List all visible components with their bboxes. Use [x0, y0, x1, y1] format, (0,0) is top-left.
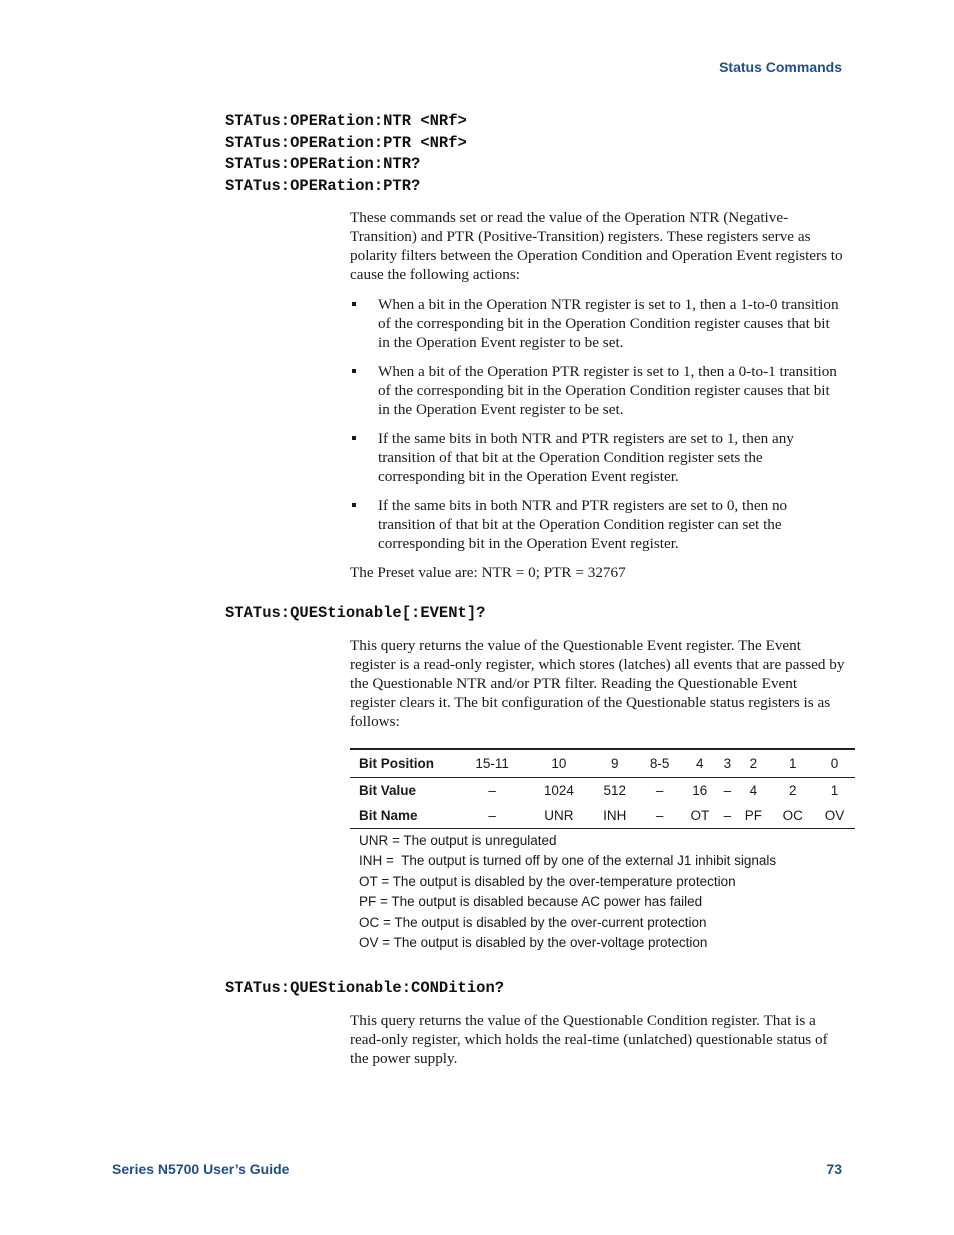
- bullet-square-icon: [352, 436, 356, 440]
- row-label: Bit Position: [350, 749, 457, 778]
- table-cell: –: [488, 783, 496, 798]
- preset-value: The Preset value are: NTR = 0; PTR = 32767: [350, 564, 626, 581]
- table-row: [350, 749, 855, 778]
- intro-paragraph: These commands set or read the value of the Operation NTR (Negative-Transition) and PTR (Positive-Transition) registers. These registers serve as polarity filters between the Operation Condition and Operation Event registers to cause the following actions:: [350, 209, 843, 283]
- table-cell: 512: [603, 783, 627, 798]
- row-label: Bit Name: [350, 803, 457, 829]
- action-list: [350, 295, 845, 553]
- description-paragraph: This query returns the value of the Questionable Event register. The Event register is a read-only register, which stores (latches) all events that are passed by the Questionable NTR and/or PTR filter. Reading the Questionable Event register clears it. The bit configuration of the Questionable status registers is as follows:: [350, 637, 845, 730]
- command-heading: STATus:OPERation:NTR <NRf>: [225, 112, 467, 130]
- table-cell: 2: [788, 783, 797, 798]
- table-cell: 10: [527, 749, 590, 778]
- legend-item: OT = The output is disabled by the over-temperature protection: [359, 873, 736, 889]
- page-number: 73: [826, 1161, 842, 1177]
- bit-name-legend: [359, 831, 776, 953]
- operation-ntr-ptr-commands: [225, 111, 467, 197]
- footer-guide-title: Series N5700 User’s Guide: [112, 1161, 290, 1177]
- table-row: [350, 803, 855, 829]
- table-cell: –: [655, 783, 664, 798]
- table-cell: 8-5: [639, 749, 680, 778]
- table-cell: 15-11: [457, 749, 527, 778]
- running-header: Status Commands: [719, 59, 842, 75]
- table-cell: 0: [814, 749, 855, 778]
- questionable-event-body: [350, 636, 845, 731]
- table-cell: 1: [771, 749, 813, 778]
- table-cell: 1024: [543, 783, 574, 798]
- table-cell: 9: [590, 749, 639, 778]
- questionable-condition-body: [350, 1011, 845, 1068]
- table-cell: 1: [830, 783, 839, 798]
- questionable-event-heading-block: [225, 603, 485, 625]
- command-heading: STATus:OPERation:PTR?: [225, 176, 421, 195]
- table-cell: –: [457, 803, 527, 829]
- legend-item: PF = The output is disabled because AC power has failed: [359, 894, 703, 910]
- command-heading: STATus:QUEStionable[:EVENt]?: [225, 604, 486, 622]
- table-cell: –: [639, 803, 680, 829]
- list-item: If the same bits in both NTR and PTR registers are set to 1, then any transition of that bit at the Operation Condition register sets the corresponding bit in the Operation Event register.: [350, 429, 845, 486]
- questionable-condition-heading-block: [225, 978, 504, 1000]
- table-row: [350, 778, 855, 804]
- table-cell: 3: [719, 749, 735, 778]
- legend-item: OV = The output is disabled by the over-voltage protection: [359, 935, 708, 951]
- description-paragraph: This query returns the value of the Questionable Condition register. That is a read-only register, which holds the real-time (unlatched) questionable status of the power supply.: [350, 1012, 828, 1067]
- legend-item: UNR = The output is unregulated: [359, 833, 557, 848]
- row-label: Bit Value: [359, 783, 417, 798]
- bullet-square-icon: [352, 369, 356, 373]
- list-item: When a bit of the Operation PTR register is set to 1, then a 0-to-1 transition of the corresponding bit in the Operation Condition register causes that bit in the Operation Event register to be set.: [350, 362, 845, 419]
- bullet-square-icon: [352, 503, 356, 507]
- table-cell: –: [723, 783, 732, 798]
- table-cell: –: [719, 803, 735, 829]
- table-cell: 4: [749, 783, 758, 798]
- table-cell: 4: [680, 749, 719, 778]
- operation-ntr-ptr-body: [350, 208, 845, 582]
- table-cell: INH: [590, 803, 639, 829]
- list-item: If the same bits in both NTR and PTR registers are set to 0, then no transition of that bit at the Operation Condition register can set the corresponding bit in the Operation Event register.: [350, 496, 845, 553]
- list-item: When a bit in the Operation NTR register is set to 1, then a 1-to-0 transition of the corresponding bit in the Operation Condition register causes that bit in the Operation Event register to be set.: [350, 295, 845, 352]
- bullet-square-icon: [352, 302, 356, 306]
- table-cell: UNR: [527, 803, 590, 829]
- table-cell: OT: [680, 803, 719, 829]
- table-cell: OV: [814, 803, 855, 829]
- command-heading: STATus:OPERation:PTR <NRf>: [225, 133, 467, 152]
- bit-configuration-table: [350, 748, 855, 829]
- legend-item: OC = The output is disabled by the over-current protection: [359, 914, 707, 930]
- legend-item: INH = The output is turned off by one of the external J1 inhibit signals: [359, 853, 777, 869]
- command-heading: STATus:OPERation:NTR?: [225, 155, 421, 173]
- table-cell: PF: [735, 803, 771, 829]
- table-cell: 2: [735, 749, 771, 778]
- table-cell: 16: [692, 783, 708, 798]
- table-cell: OC: [771, 803, 813, 829]
- command-heading: STATus:QUEStionable:CONDition?: [225, 979, 505, 997]
